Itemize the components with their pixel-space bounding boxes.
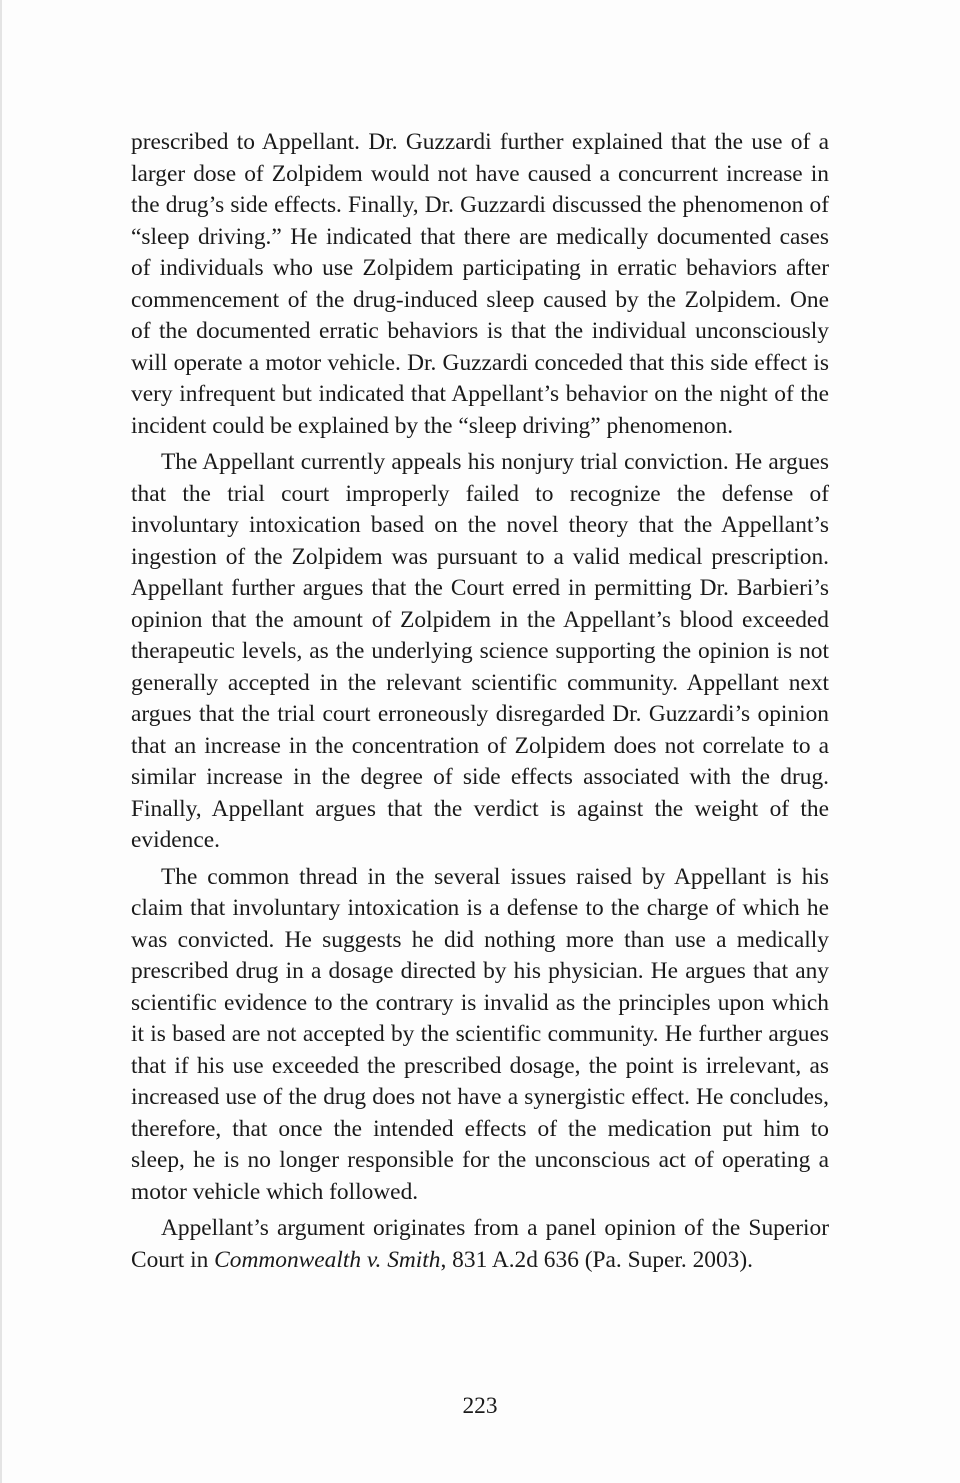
paragraph-2	[131, 447, 829, 857]
page-number: 223	[462, 1393, 498, 1419]
body-text	[131, 127, 829, 1276]
paragraph-text: prescribed to Appellant. Dr. Guzzardi further explained that the use of a larger dose of Zolpidem would not have caused a concurrent increase in the drug’s side effects. Finally, Dr. Guzzardi discussed the phenomenon of “sleep driving.” He indicated that there are medically documented cases of individuals who use Zolpidem participating in erratic behaviors after commencement of the drug-induced sleep caused by the Zolpidem. One of the documented erratic behaviors is that the individual unconsciously will operate a motor vehicle. Dr. Guzzardi conceded that this side effect is very infrequent but indicated that Appellant’s behavior on the night of the incident could be explained by the “sleep driving” phenomenon.	[131, 129, 829, 439]
paragraph-text: Appellant’s argument originates from a panel opinion of the Superior Court in	[131, 1215, 829, 1273]
case-citation-name: Commonwealth v. Smith	[214, 1246, 441, 1273]
paragraph-3	[131, 862, 829, 1209]
case-citation-reporter: , 831 A.2d 636 (Pa. Super. 2003).	[440, 1246, 754, 1273]
paragraph-4	[131, 1213, 829, 1276]
paragraph-text: The common thread in the several issues raised by Appellant is his claim that involuntary intoxication is a defense to the charge of which he was convicted. He suggests he did nothing more than use a medically prescribed drug in a dosage directed by his physician. He argues that any scientific evidence to the contrary is invalid as the principles upon which it is based are not accepted by the scientific community. He further argues that if his use exceeded the prescribed dosage, the point is irrelevant, as increased use of the drug does not have a synergistic effect. He concludes, therefore, that once the intended effects of the medication put him to sleep, he is no longer responsible for the unconscious act of operating a motor vehicle which followed.	[131, 863, 829, 1205]
paragraph-text: The Appellant currently appeals his nonjury trial conviction. He argues that the trial court improperly failed to recognize the defense of involuntary intoxication based on the novel theory that the Appellant’s ingestion of the Zolpidem was pursuant to a valid medical prescription. Appellant further argues that the Court erred in permitting Dr. Barbieri’s opinion that the amount of Zolpidem in the Appellant’s blood exceeded therapeutic levels, as the underlying science supporting the opinion is not generally accepted in the relevant scientific community. Appellant next argues that the trial court erroneously disregarded Dr. Guzzardi’s opinion that an increase in the concentration of Zolpidem does not correlate to a similar increase in the degree of side effects associated with the drug. Finally, Appellant argues that the verdict is against the weight of the evidence.	[131, 449, 829, 853]
paragraph-1	[131, 127, 829, 442]
page-edge	[0, 0, 2, 1483]
